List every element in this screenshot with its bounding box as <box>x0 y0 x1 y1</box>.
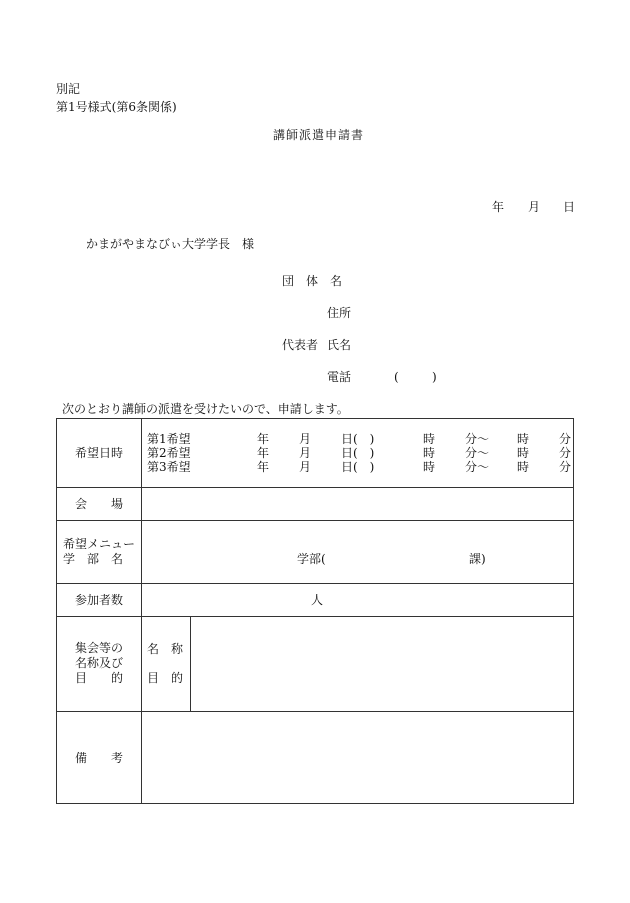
remarks-label: 備 考 <box>75 751 124 765</box>
application-form-table <box>56 418 574 804</box>
choice-3-hour: 時 <box>423 460 436 474</box>
form-number: 第1号様式(第6条関係) <box>56 100 177 114</box>
choice-1-minute: 分〜 <box>465 432 490 446</box>
representative-name-label: 氏名 <box>327 338 352 352</box>
annex-label: 別記 <box>56 82 81 96</box>
choice-2-year: 年 <box>257 446 270 460</box>
document-title: 講師派遣申請書 <box>273 128 365 142</box>
date-day: 日 <box>563 200 576 214</box>
participants-unit: 人 <box>311 593 324 607</box>
choice-2-end-hour: 時 <box>517 446 530 460</box>
intro-text: 次のとおり講師の派遣を受けたいので、申請します。 <box>62 402 349 416</box>
choice-2-end-minute: 分 <box>559 446 572 460</box>
gathering-label-line-1: 集会等の <box>75 641 124 655</box>
choice-2-hour: 時 <box>423 446 436 460</box>
gathering-label-line-3: 目 的 <box>75 671 124 685</box>
date-year: 年 <box>492 200 505 214</box>
choice-2-label: 第2希望 <box>147 446 191 460</box>
faculty-open: 学部( <box>297 552 326 566</box>
choice-3-label: 第3希望 <box>147 460 191 474</box>
choice-2-month: 月 <box>299 446 312 460</box>
addressee: かまがやまなびぃ大学学長 様 <box>86 237 255 251</box>
faculty-close: 課) <box>469 552 486 566</box>
phone-open-paren: ( <box>394 370 399 384</box>
gathering-label-line-2: 名称及び <box>75 656 124 670</box>
choice-1-end-minute: 分 <box>559 432 572 446</box>
choice-3-end-minute: 分 <box>559 460 572 474</box>
label-column-divider <box>141 419 142 803</box>
choice-1-hour: 時 <box>423 432 436 446</box>
row-divider <box>57 711 573 712</box>
choice-1-end-hour: 時 <box>517 432 530 446</box>
subcolumn-divider <box>190 616 191 711</box>
choice-1-month: 月 <box>299 432 312 446</box>
choice-3-end-hour: 時 <box>517 460 530 474</box>
date-choice-label: 希望日時 <box>75 446 124 460</box>
choice-3-day: 日( ) <box>341 460 375 474</box>
menu-label: 希望メニュー <box>63 537 136 551</box>
choice-1-label: 第1希望 <box>147 432 191 446</box>
participants-label: 参加者数 <box>75 593 124 607</box>
org-name-label: 団 体 名 <box>282 274 343 288</box>
choice-3-month: 月 <box>299 460 312 474</box>
row-divider <box>57 583 573 584</box>
choice-2-day: 日( ) <box>341 446 375 460</box>
phone-label: 電話 <box>327 370 352 384</box>
choice-3-year: 年 <box>257 460 270 474</box>
date-month: 月 <box>528 200 541 214</box>
choice-1-year: 年 <box>257 432 270 446</box>
address-label: 住所 <box>327 306 352 320</box>
row-divider <box>57 616 573 617</box>
gathering-purpose-label: 目 的 <box>147 671 184 685</box>
choice-2-minute: 分〜 <box>465 446 490 460</box>
faculty-name-label: 学 部 名 <box>63 552 124 566</box>
representative-label: 代表者 <box>282 338 319 352</box>
gathering-name-label: 名 称 <box>147 642 184 656</box>
venue-label: 会 場 <box>75 497 124 511</box>
choice-3-minute: 分〜 <box>465 460 490 474</box>
row-divider <box>57 520 573 521</box>
row-divider <box>57 487 573 488</box>
phone-close-paren: ) <box>432 370 437 384</box>
choice-1-day: 日( ) <box>341 432 375 446</box>
